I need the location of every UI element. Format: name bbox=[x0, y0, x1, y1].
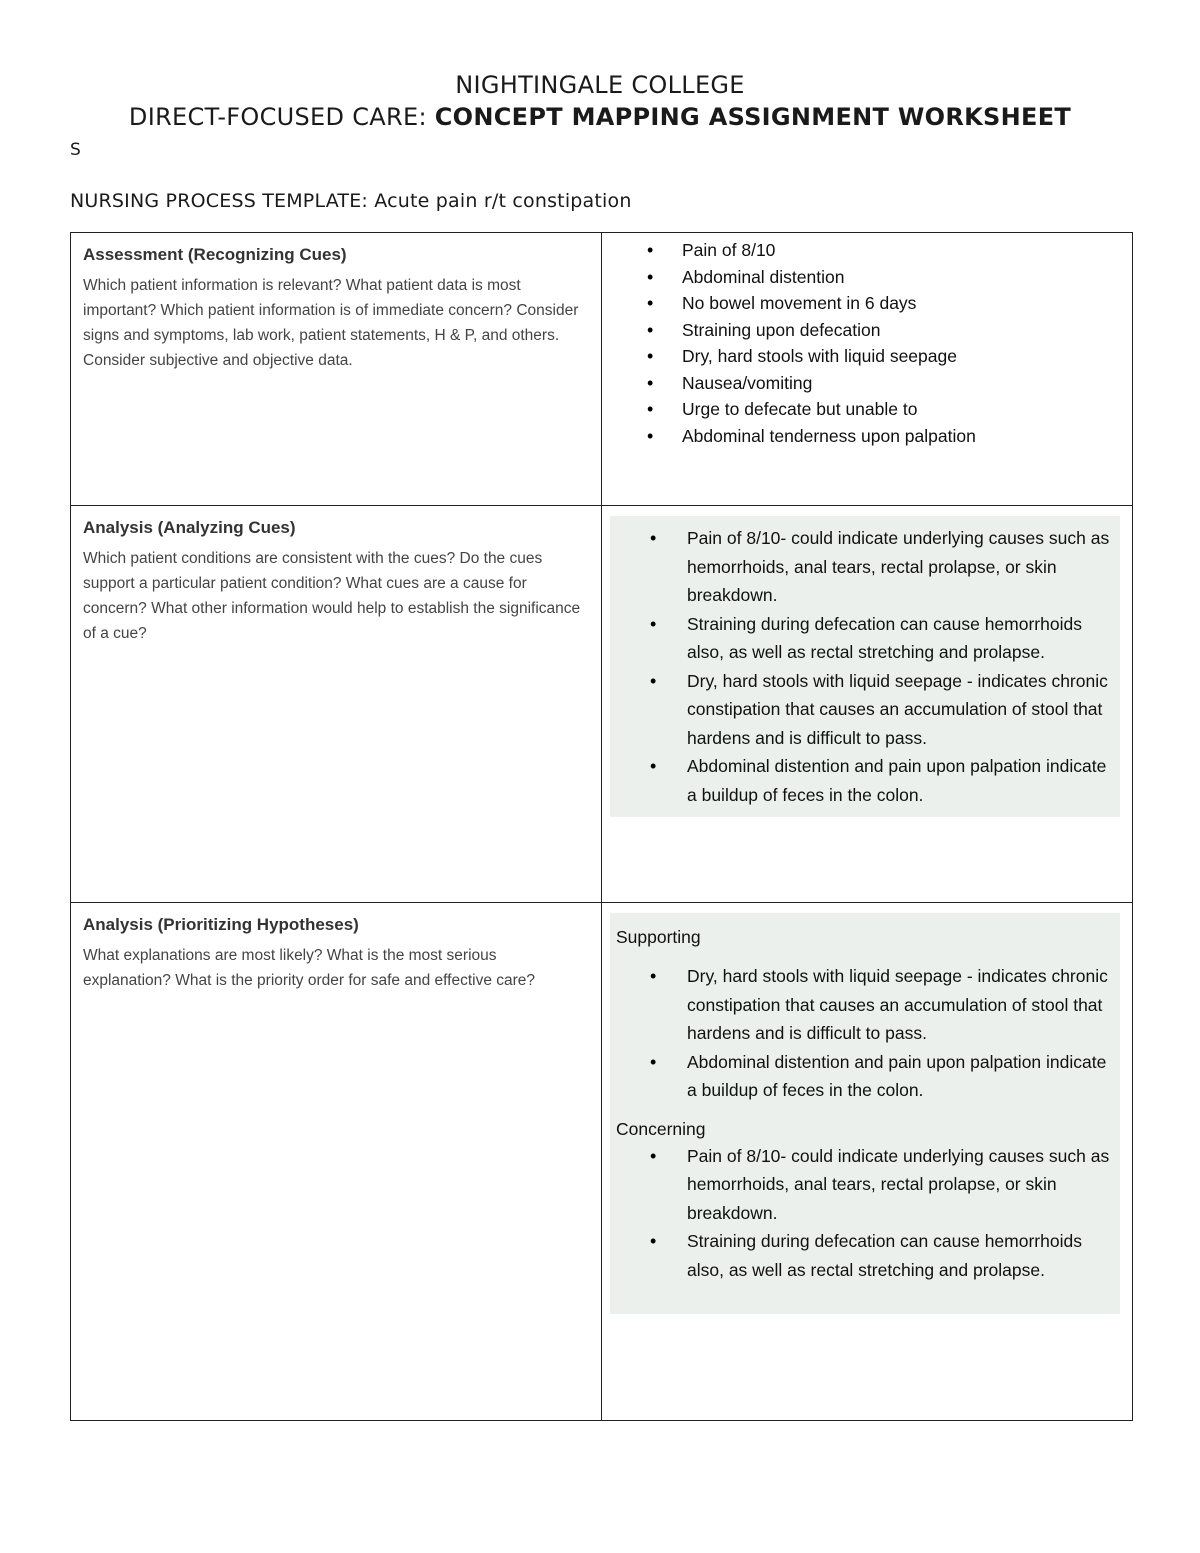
list-item: • Straining upon defecation bbox=[682, 317, 1122, 344]
assessment-prompt-cell bbox=[71, 233, 602, 506]
list-item: • Dry, hard stools with liquid seepage - indicates chronic constipation that causes an accumulation of stool that hardens and is difficult to pass. bbox=[687, 962, 1110, 1048]
analyzing-cues-row bbox=[71, 506, 1133, 903]
prioritizing-title: Analysis (Prioritizing Hypotheses) bbox=[83, 915, 359, 934]
worksheet-title bbox=[0, 102, 1200, 132]
concerning-label: Concerning bbox=[616, 1118, 706, 1139]
list-item: • Pain of 8/10- could indicate underlying causes such as hemorrhoids, anal tears, rectal prolapse, or skin breakdown. bbox=[687, 524, 1110, 610]
list-item: • Nausea/vomiting bbox=[682, 370, 1122, 397]
supporting-label: Supporting bbox=[616, 927, 701, 947]
analyzing-cues-list bbox=[610, 524, 1110, 809]
nursing-process-table bbox=[70, 232, 1133, 1421]
list-item: • Abdominal distention bbox=[682, 264, 1122, 291]
assessment-title: Assessment (Recognizing Cues) bbox=[83, 245, 347, 264]
list-item: • Dry, hard stools with liquid seepage - indicates chronic constipation that causes an accumulation of stool that hardens and is difficult to pass. bbox=[687, 667, 1110, 753]
assessment-cue-list bbox=[682, 237, 1122, 449]
worksheet-title-bold: CONCEPT MAPPING ASSIGNMENT WORKSHEET bbox=[434, 103, 1072, 131]
nursing-process-template-line: NURSING PROCESS TEMPLATE: Acute pain r/t constipation bbox=[70, 190, 632, 212]
list-item: • Abdominal distention and pain upon palpation indicate a buildup of feces in the colon. bbox=[687, 752, 1110, 809]
assessment-response-cell[interactable] bbox=[602, 233, 1133, 506]
analyzing-cues-prompt-cell bbox=[71, 506, 602, 903]
concerning-list bbox=[610, 1142, 1110, 1285]
assessment-description: Which patient information is relevant? What patient data is most important? Which patient information is of immediate concern? Consider signs and symptoms, lab work, patient statements, H & P, and others. Consider subjective and objective data. bbox=[83, 277, 579, 369]
list-item: • Pain of 8/10- could indicate underlying causes such as hemorrhoids, anal tears, rectal prolapse, or skin breakdown. bbox=[687, 1142, 1110, 1228]
stray-character: S bbox=[70, 140, 81, 160]
list-item: • Abdominal distention and pain upon palpation indicate a buildup of feces in the colon. bbox=[687, 1048, 1110, 1105]
list-item: • Dry, hard stools with liquid seepage bbox=[682, 343, 1122, 370]
worksheet-title-prefix: DIRECT-FOCUSED CARE: bbox=[128, 103, 435, 131]
list-item: • No bowel movement in 6 days bbox=[682, 290, 1122, 317]
college-title: NIGHTINGALE COLLEGE bbox=[455, 71, 745, 99]
prioritizing-response-cell[interactable] bbox=[602, 903, 1133, 1421]
list-item: • Straining during defecation can cause hemorrhoids also, as well as rectal stretching and prolapse. bbox=[687, 610, 1110, 667]
prioritizing-shaded-block bbox=[610, 913, 1120, 1314]
analyzing-cues-title: Analysis (Analyzing Cues) bbox=[83, 518, 296, 537]
analyzing-cues-description: Which patient conditions are consistent with the cues? Do the cues support a particular patient condition? What cues are a cause for concern? What other information would help to establish the significance of a cue? bbox=[83, 550, 581, 642]
assessment-row bbox=[71, 233, 1133, 506]
list-item: • Urge to defecate but unable to bbox=[682, 396, 1122, 423]
prioritizing-prompt-cell bbox=[71, 903, 602, 1421]
list-item: • Abdominal tenderness upon palpation bbox=[682, 423, 1122, 450]
prioritizing-row bbox=[71, 903, 1133, 1421]
supporting-list bbox=[610, 962, 1110, 1105]
prioritizing-description: What explanations are most likely? What is the most serious explanation? What is the priority order for safe and effective care? bbox=[83, 947, 536, 989]
analyzing-cues-response-cell[interactable] bbox=[602, 506, 1133, 903]
list-item: • Straining during defecation can cause hemorrhoids also, as well as rectal stretching and prolapse. bbox=[687, 1227, 1110, 1284]
analyzing-cues-shaded-block bbox=[610, 516, 1120, 817]
list-item: • Pain of 8/10 bbox=[682, 237, 1122, 264]
